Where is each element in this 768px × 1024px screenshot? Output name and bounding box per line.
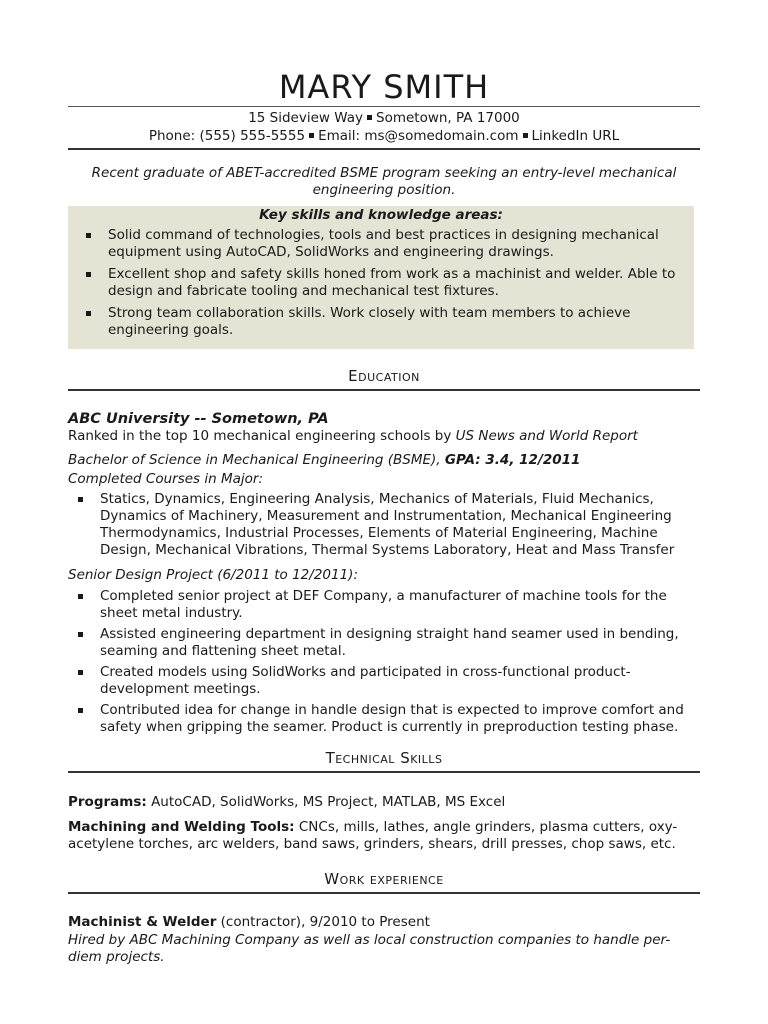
email: Email: ms@somedomain.com: [318, 128, 519, 144]
tools-line: Machining and Welding Tools: CNCs, mills, lathes, angle grinders, plasma cutters, oxy-acetylene torches, arc welders, band saws, grinders, shears, drill presses, chop saws, etc.: [68, 819, 678, 852]
city-state-zip: Sometown, PA 17000: [376, 110, 520, 126]
key-skills-box: [68, 206, 694, 349]
bullet-icon: [86, 311, 91, 316]
linkedin-link[interactable]: LinkedIn URL: [531, 128, 620, 144]
separator-icon: [523, 133, 528, 138]
project-label: Senior Design Project (6/2011 to 12/2011):: [68, 567, 358, 583]
address-line: [68, 109, 700, 127]
education-heading: Education: [348, 367, 420, 385]
contact-line: [68, 127, 700, 145]
courses-label: Completed Courses in Major:: [68, 471, 264, 487]
key-skills-list: [108, 227, 688, 339]
technical-skills-heading: Technical Skills: [325, 749, 443, 767]
job-title-line: Machinist & Welder (contractor), 9/2010 to Present: [68, 914, 430, 930]
list-item: Completed senior project at DEF Company, a manufacturer of machine tools for the sheet metal industry.: [100, 588, 700, 622]
candidate-name: MARY SMITH: [278, 68, 490, 106]
header-bottom-rule: [68, 148, 700, 150]
street-address: 15 Sideview Way: [248, 110, 363, 126]
school-ranking: Ranked in the top 10 mechanical engineering schools by US News and World Report: [68, 428, 638, 444]
job-description: Hired by ABC Machining Company as well as local construction companies to handle per-diem projects.: [68, 932, 671, 965]
header-top-rule: [68, 106, 700, 107]
courses-list: [100, 491, 700, 559]
list-item: Strong team collaboration skills. Work closely with team members to achieve engineering goals.: [108, 305, 688, 339]
bullet-icon: [78, 670, 83, 675]
list-item: Assisted engineering department in designing straight hand seamer used in bending, seaming and flattening sheet metal.: [100, 626, 700, 660]
technical-skills-rule: [68, 771, 700, 773]
education-rule: [68, 389, 700, 391]
bullet-icon: [86, 272, 91, 277]
bullet-icon: [86, 233, 91, 238]
summary-statement: Recent graduate of ABET-accredited BSME program seeking an entry-level mechanical engineering position.: [91, 165, 677, 198]
separator-icon: [309, 133, 314, 138]
bullet-icon: [78, 497, 83, 502]
work-experience-heading: Work experience: [324, 870, 444, 888]
bullet-icon: [78, 594, 83, 599]
degree-line: Bachelor of Science in Mechanical Engineering (BSME), GPA: 3.4, 12/2011: [68, 452, 581, 468]
list-item: Solid command of technologies, tools and best practices in designing mechanical equipment using AutoCAD, SolidWorks and engineering drawings.: [108, 227, 688, 261]
list-item: Excellent shop and safety skills honed from work as a machinist and welder. Able to design and fabricate tooling and mechanical test fixtures.: [108, 266, 688, 300]
phone: Phone: (555) 555-5555: [148, 128, 306, 144]
school-name: ABC University -- Sometown, PA: [68, 411, 329, 427]
bullet-icon: [78, 632, 83, 637]
separator-icon: [367, 115, 372, 120]
list-item: Statics, Dynamics, Engineering Analysis, Mechanics of Materials, Fluid Mechanics, Dynamics of Machinery, Measurement and Instrumentation, Mechanical Engineering Thermodynamics, Industrial Processes, Elements of Material Engineering, Machine Design, Mechanical Vibrations, Thermal Systems Laboratory, Heat and Mass Transfer: [100, 491, 700, 559]
work-experience-rule: [68, 892, 700, 894]
list-item: Created models using SolidWorks and participated in cross-functional product-development meetings.: [100, 664, 700, 698]
bullet-icon: [78, 708, 83, 713]
programs-line: Programs: AutoCAD, SolidWorks, MS Project, MATLAB, MS Excel: [68, 794, 506, 810]
project-list: [100, 588, 700, 736]
key-skills-heading: Key skills and knowledge areas:: [259, 207, 503, 223]
list-item: Contributed idea for change in handle design that is expected to improve comfort and safety when gripping the seamer. Product is currently in preproduction testing phase.: [100, 702, 700, 736]
